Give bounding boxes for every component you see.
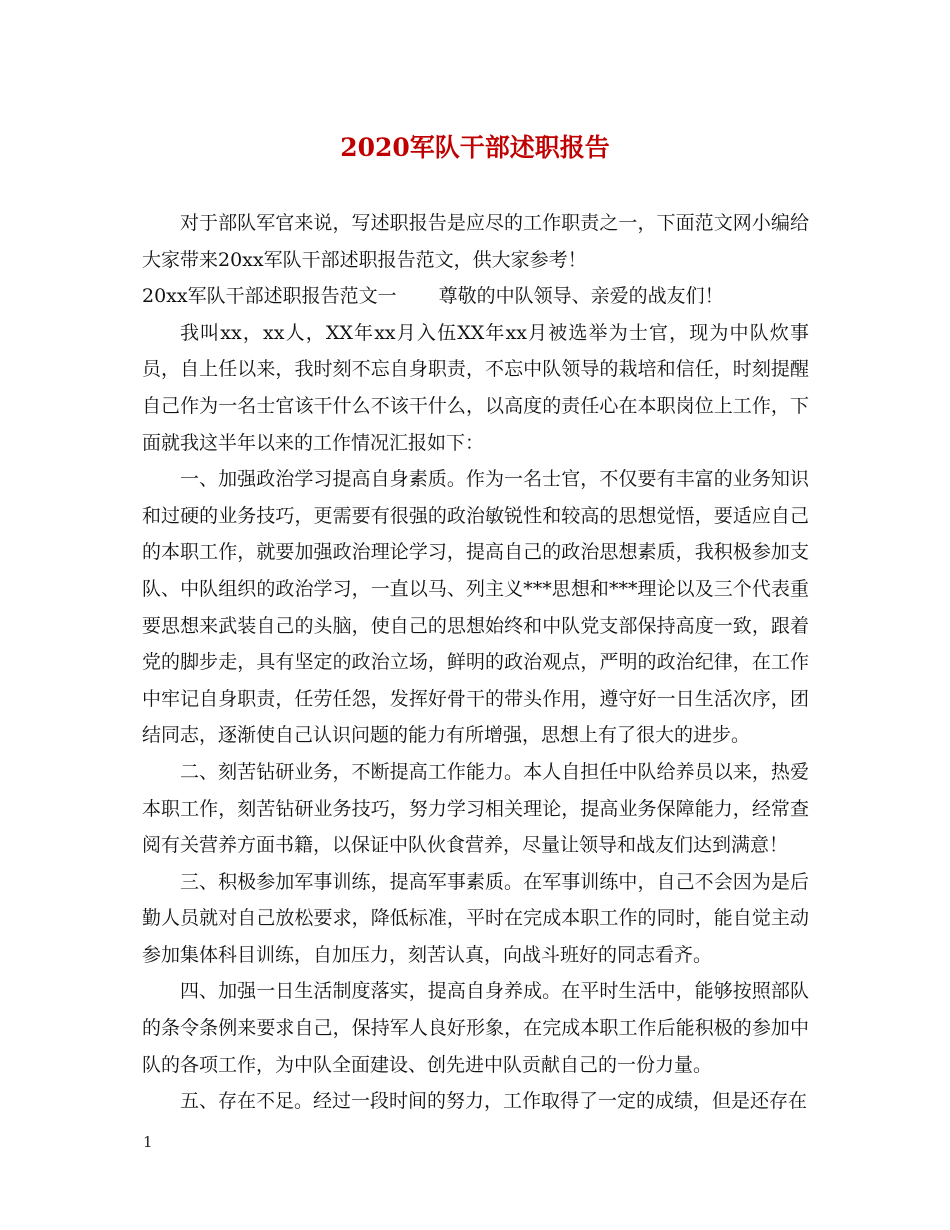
- body-paragraph-2: 一、加强政治学习提高自身素质。作为一名士官，不仅要有丰富的业务知识和过硬的业务技巧，更需要有很强的政治敏锐性和较高的思想觉悟，要适应自己的本职工作，就要加强政治理论学习，提高自己的政治思想素质，我积极参加支队、中队组织的政治学习，一直以马、列主义***思想和***理论以及三个代表重要思想来武装自己的头脑，使自己的思想始终和中队党支部保持高度一致，跟着党的脚步走，具有坚定的政治立场，鲜明的政治观点，严明的政治纪律，在工作中牢记自身职责，任劳任怨，发挥好骨干的带头作用，遵守好一日生活次序，团结同志，逐渐使自己认识问题的能力有所增强，思想上有了很大的进步。: [142, 468, 809, 747]
- intro-paragraph: 对于部队军官来说，写述职报告是应尽的工作职责之一，下面范文网小编给大家带来20xx军队干部述职报告范文，供大家参考！: [142, 212, 809, 271]
- body-paragraph-3: 二、刻苦钻研业务，不断提高工作能力。本人自担任中队给养员以来，热爱本职工作，刻苦钻研业务技巧，努力学习相关理论，提高业务保障能力，经常查阅有关营养方面书籍，以保证中队伙食营养，尽量让领导和战友们达到满意！: [142, 760, 809, 857]
- sample-heading: 20xx军队干部述职报告范文一: [142, 285, 397, 308]
- body-paragraph-1: 我叫xx，xx人，XX年xx月入伍XX年xx月被选举为士官，现为中队炊事员，自上任以来，我时刻不忘自身职责，不忘中队领导的栽培和信任，时刻提醒自己作为一名士官该干什么不该干什么，以高度的责任心在本职岗位上工作，下面就我这半年以来的工作情况汇报如下：: [142, 321, 809, 454]
- body-paragraph-4: 三、积极参加军事训练，提高军事素质。在军事训练中，自己不会因为是后勤人员就对自己放松要求，降低标准，平时在完成本职工作的同时，能自觉主动参加集体科目训练，自加压力，刻苦认真，向战斗班好的同志看齐。: [142, 870, 809, 966]
- document-body: [142, 205, 809, 1120]
- sample-heading-line: [142, 278, 809, 315]
- body-paragraph-5: 四、加强一日生活制度落实，提高自身养成。在平时生活中，能够按照部队的条令条例来要求自己，保持军人良好形象，在完成本职工作后能积极的参加中队的各项工作，为中队全面建设、创先进中队贡献自己的一份力量。: [142, 980, 809, 1076]
- salutation: 尊敬的中队领导、亲爱的战友们！: [438, 285, 724, 308]
- document-title: 2020军队干部述职报告: [340, 133, 610, 162]
- body-paragraph-6: 五、存在不足。经过一段时间的努力，工作取得了一定的成绩，但是还存在: [180, 1090, 808, 1113]
- page-number: 1: [143, 1133, 153, 1151]
